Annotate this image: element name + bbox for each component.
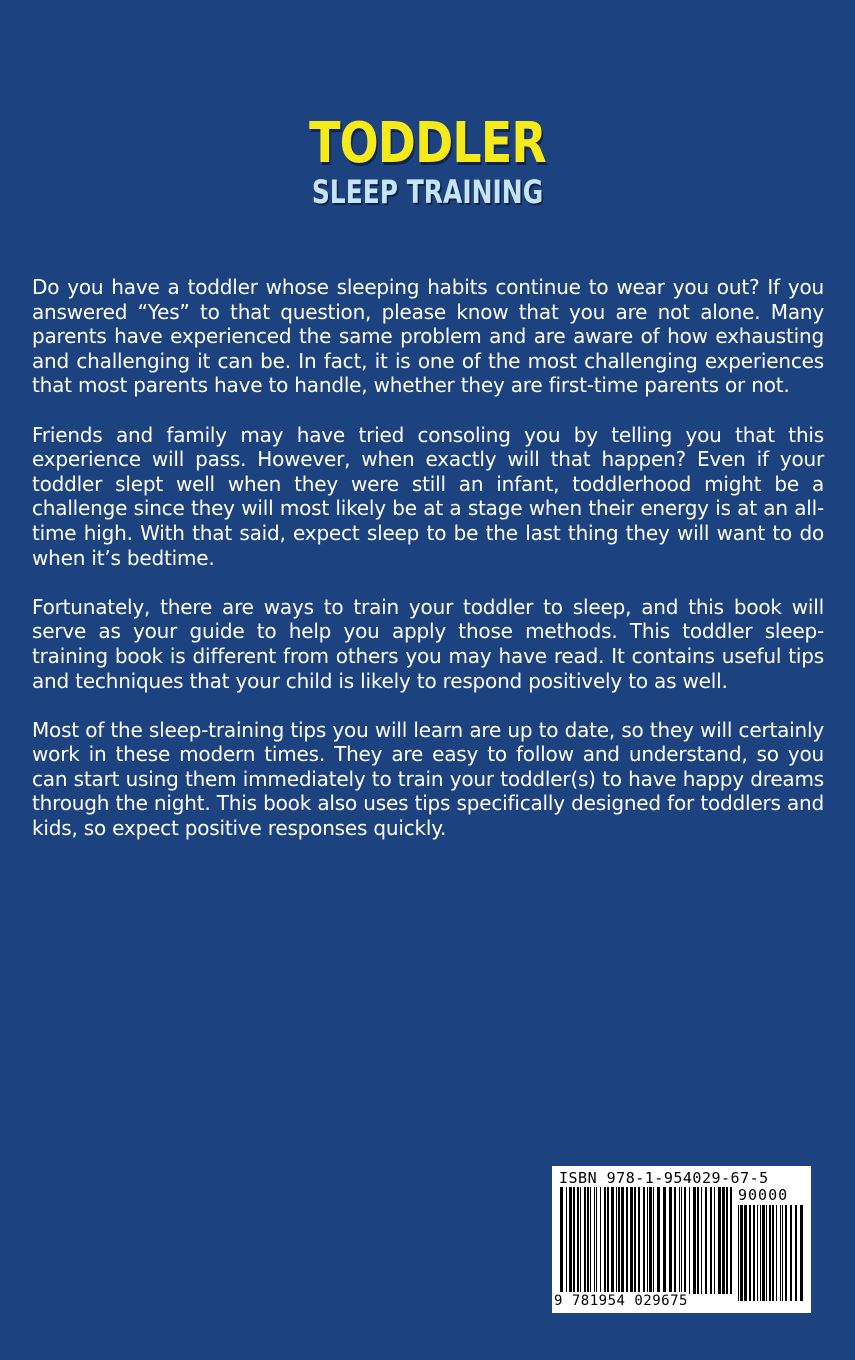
barcode-bar <box>649 1187 652 1294</box>
barcode-bar <box>740 1205 743 1301</box>
barcode-bar <box>577 1187 579 1294</box>
barcode-bar <box>681 1187 682 1294</box>
barcode-bar <box>573 1187 575 1294</box>
barcode-bar <box>663 1187 666 1294</box>
book-description <box>32 275 824 865</box>
barcode-bar <box>705 1187 707 1294</box>
barcode-bar <box>626 1187 628 1294</box>
barcode-bar <box>621 1187 624 1294</box>
barcode-bar <box>772 1205 774 1301</box>
title-block <box>0 112 855 210</box>
description-paragraph-3: Fortunately, there are ways to train your toddler to sleep, and this book will serve as your guide to help you apply those methods. This toddler sleep-training book is different from others you may have read. It contains useful tips and techniques that your child is likely to respond positively to as well. <box>32 594 824 693</box>
description-paragraph-2: Friends and family may have tried consoling you by telling you that this experience will pass. However, when exactly will that happen? Even if your toddler slept well when they were still an infant, toddlerhood might be a challenge since they will most likely be at a stage when their energy is at an all-time high. With that said, expect sleep to be the last thing they will want to do when it’s bedtime. <box>32 422 824 570</box>
barcode-bar <box>730 1187 732 1294</box>
barcode-bar <box>697 1187 699 1294</box>
barcode-bar <box>630 1187 633 1294</box>
description-paragraph-4: Most of the sleep-training tips you will learn are up to date, so they will certainly work in these modern times. They are easy to follow and understand, so you can start using them immediately to train your toddler(s) to have happy dreams through the night. This book also uses tips specifically designed for toddlers and kids, so expect positive responses quickly. <box>32 717 824 841</box>
barcode-bar <box>785 1205 787 1301</box>
barcode-bar <box>560 1187 563 1294</box>
barcode-bar <box>738 1205 739 1301</box>
barcode-bar <box>590 1187 591 1294</box>
barcode-bar <box>782 1205 783 1301</box>
barcode-bar <box>714 1187 715 1294</box>
barcode-bar <box>618 1187 620 1294</box>
barcode-bar <box>718 1187 721 1294</box>
barcode-bar <box>638 1187 640 1294</box>
barcode-bar <box>760 1205 761 1301</box>
barcode-bar <box>653 1187 654 1294</box>
barcode-bar <box>607 1187 609 1294</box>
isbn-label: ISBN 978-1-954029-67-5 <box>559 1169 769 1187</box>
barcode-bar <box>800 1205 803 1301</box>
ean-barcode-bars <box>560 1187 732 1294</box>
ean-digits: 9 781954 029675 <box>554 1293 688 1309</box>
barcode-bar <box>604 1187 606 1294</box>
barcode-bar <box>749 1205 751 1301</box>
description-paragraph-1: Do you have a toddler whose sleeping habits continue to wear you out? If you answered “Yes” to that question, please know that you are not alone. Many parents have experienced the same problem and are aware of how exhausting and challenging it can be. In fact, it is one of the most challenging experiences that most parents have to handle, whether they are first-time parents or not. <box>32 275 824 398</box>
barcode-bar <box>757 1205 758 1301</box>
barcode-bar <box>679 1187 680 1294</box>
barcode-bar <box>587 1187 589 1294</box>
barcode-bar <box>584 1187 586 1294</box>
barcode-bar <box>795 1205 797 1301</box>
barcode-bar <box>790 1205 792 1301</box>
price-code: 90000 <box>738 1186 789 1204</box>
barcode-bar <box>647 1187 648 1294</box>
barcode-bar <box>569 1187 572 1294</box>
barcode-bar <box>753 1205 755 1301</box>
barcode-bar <box>643 1187 645 1294</box>
barcode-bar <box>596 1187 597 1294</box>
barcode-bar <box>611 1187 614 1294</box>
barcode-bar <box>776 1205 777 1301</box>
barcode-bar <box>701 1187 702 1294</box>
book-subtitle: SLEEP TRAINING <box>311 173 544 211</box>
book-title: TODDLER <box>309 111 546 176</box>
barcode-bar <box>684 1187 686 1294</box>
isbn-barcode <box>552 1166 811 1313</box>
barcode-bar <box>580 1187 581 1294</box>
barcode-bar <box>689 1187 690 1294</box>
barcode-bar <box>780 1205 781 1301</box>
barcode-bar <box>766 1205 767 1301</box>
barcode-bar <box>726 1187 728 1294</box>
barcode-bar <box>762 1205 765 1301</box>
barcode-bar <box>669 1187 672 1294</box>
barcode-bar <box>634 1187 636 1294</box>
barcode-bar <box>600 1187 601 1294</box>
barcode-bar <box>616 1187 617 1294</box>
addon-barcode-bars <box>738 1205 804 1301</box>
barcode-bar <box>657 1187 660 1294</box>
barcode-bar <box>594 1187 595 1294</box>
barcode-bar <box>722 1187 725 1294</box>
barcode-bar <box>744 1205 747 1301</box>
barcode-bar <box>566 1187 567 1294</box>
barcode-bar <box>674 1187 676 1294</box>
barcode-bar <box>710 1187 712 1294</box>
barcode-bar <box>693 1187 696 1294</box>
barcode-bar <box>769 1205 771 1301</box>
